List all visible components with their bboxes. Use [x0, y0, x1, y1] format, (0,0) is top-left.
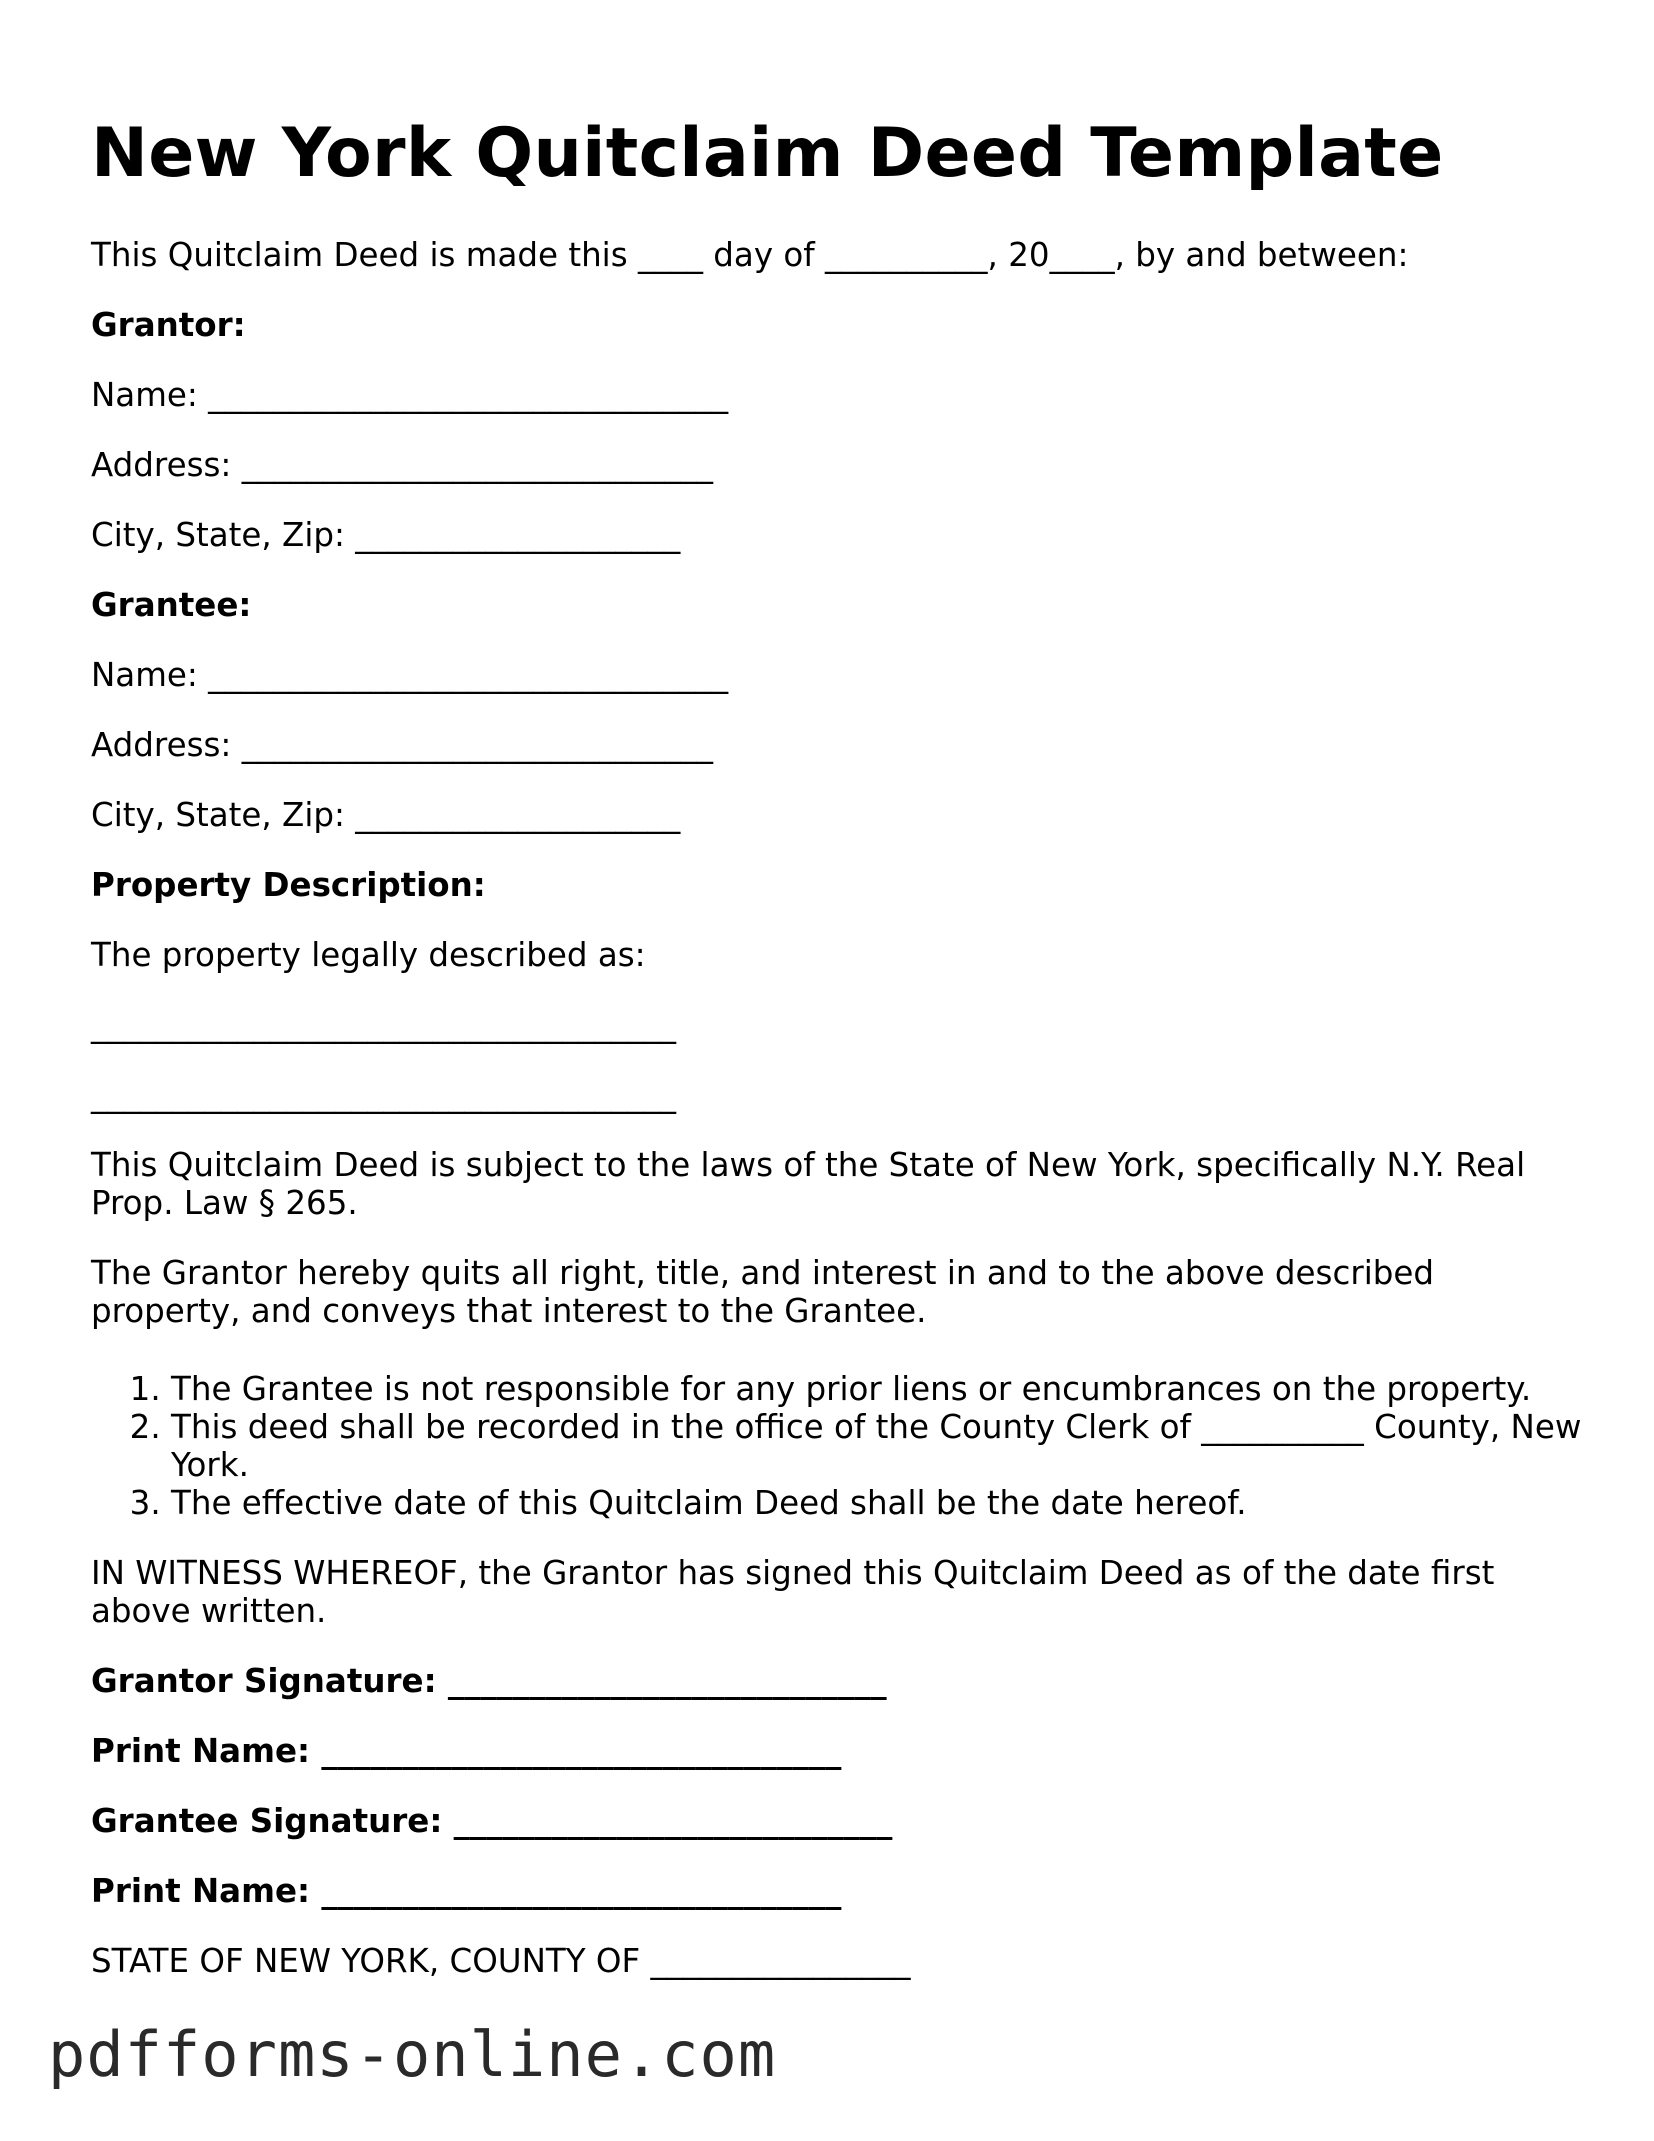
grantee-signature-line: Grantee Signature: ___________________________ — [91, 1802, 893, 1840]
document-title: New York Quitclaim Deed Template — [91, 114, 1444, 193]
state-county-line: STATE OF NEW YORK, COUNTY OF ________________ — [91, 1942, 911, 1980]
watermark-text: pdfforms-online.com — [48, 2018, 777, 2091]
law-paragraph: This Quitclaim Deed is subject to the laws of the State of New York, specifically N.Y. Real Prop. Law § 265. — [91, 1146, 1526, 1222]
property-blank-line-1: ____________________________________ — [91, 1006, 676, 1044]
grantor-name-field: Name: ________________________________ — [91, 376, 729, 414]
quit-paragraph: The Grantor hereby quits all right, title, and interest in and to the above described property, and conveys that interest to the Grantee. — [91, 1254, 1434, 1330]
grantee-heading: Grantee: — [91, 586, 252, 624]
witness-paragraph: IN WITNESS WHEREOF, the Grantor has signed this Quitclaim Deed as of the date first above written. — [91, 1554, 1495, 1630]
grantor-city-field: City, State, Zip: ____________________ — [91, 516, 681, 554]
list-item: 3. The effective date of this Quitclaim Deed shall be the date hereof. — [171, 1484, 1641, 1522]
property-heading: Property Description: — [91, 866, 486, 904]
grantor-heading: Grantor: — [91, 306, 246, 344]
list-item: 2. This deed shall be recorded in the office of the County Clerk of __________ County, New York. — [171, 1408, 1641, 1484]
terms-list — [91, 1370, 1641, 1522]
property-blank-line-2: ____________________________________ — [91, 1076, 676, 1114]
intro-line: This Quitclaim Deed is made this ____ day of __________, 20____, by and between: — [91, 236, 1409, 274]
grantee-address-field: Address: _____________________________ — [91, 726, 713, 764]
property-text: The property legally described as: — [91, 936, 646, 974]
grantee-name-field: Name: ________________________________ — [91, 656, 729, 694]
list-item: 1. The Grantee is not responsible for any prior liens or encumbrances on the property. — [171, 1370, 1641, 1408]
grantee-city-field: City, State, Zip: ____________________ — [91, 796, 681, 834]
grantor-signature-line: Grantor Signature: ___________________________ — [91, 1662, 887, 1700]
grantor-address-field: Address: _____________________________ — [91, 446, 713, 484]
grantee-print-name-line: Print Name: ________________________________ — [91, 1872, 842, 1910]
grantor-print-name-line: Print Name: ________________________________ — [91, 1732, 842, 1770]
